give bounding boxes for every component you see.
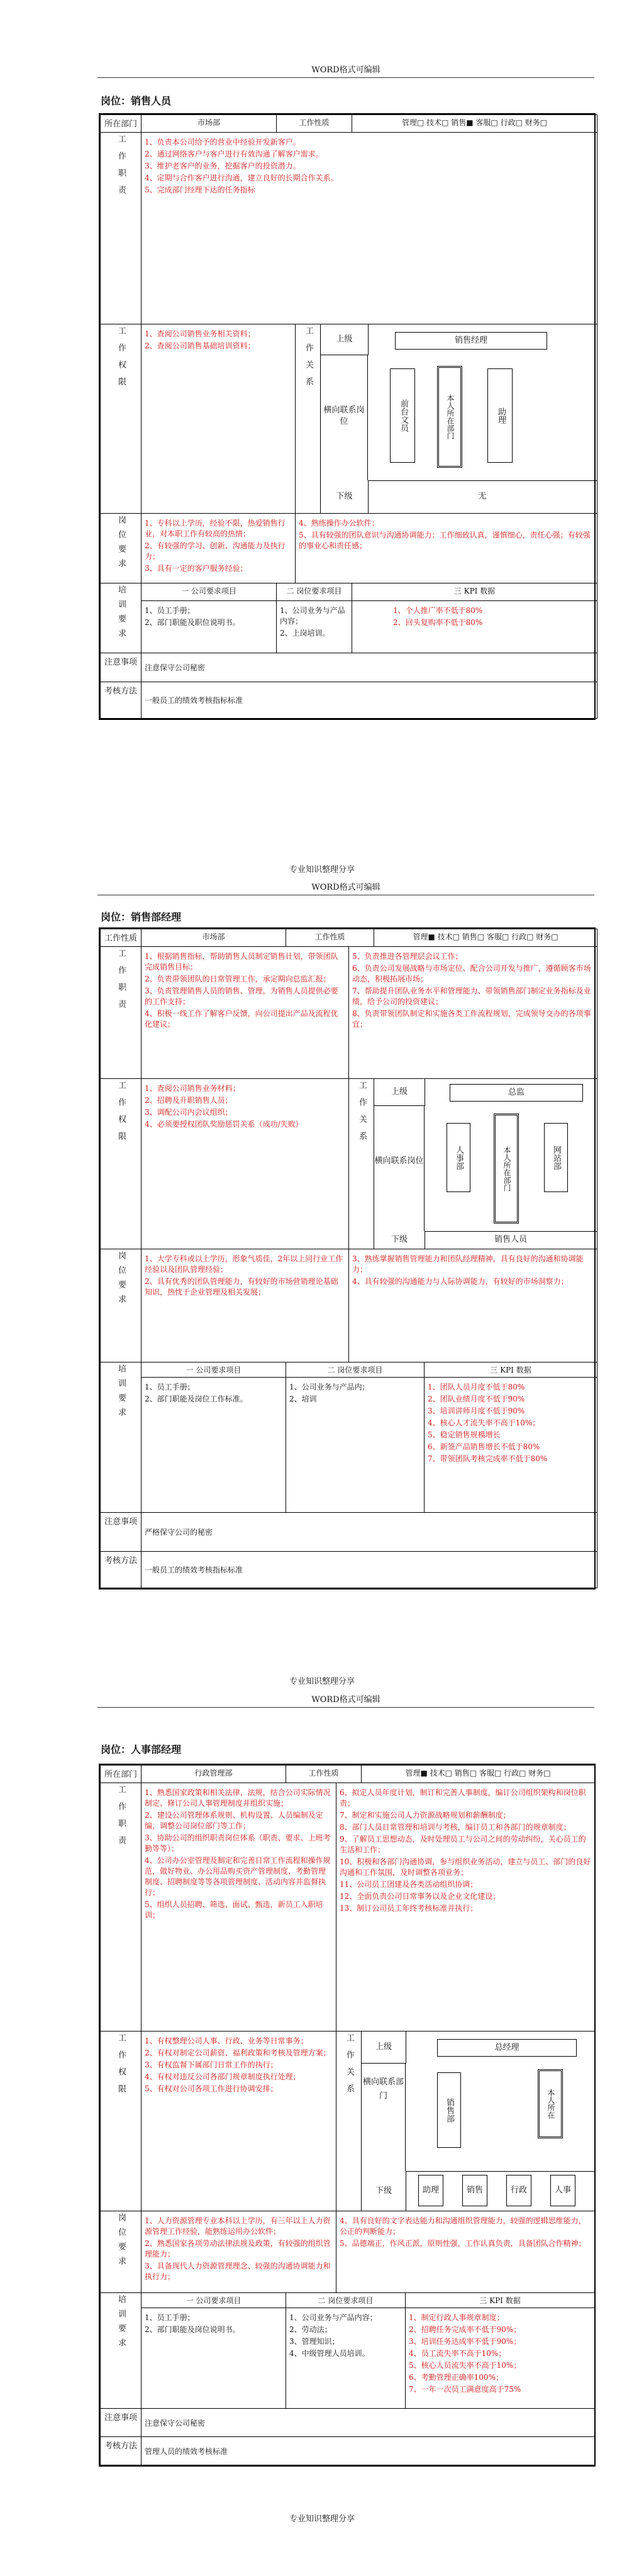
dept-value: 行政管理部 bbox=[142, 1766, 286, 1783]
note-value: 严格保守公司的秘密 bbox=[142, 1513, 597, 1552]
left-box: 人事部 bbox=[447, 1123, 470, 1192]
self-box: 本人所在部门 bbox=[494, 1114, 519, 1224]
note-label: 注意事项 bbox=[101, 653, 142, 682]
nature-value: 管理■ 技术□ 销售□ 客服□ 行政□ 财务□ bbox=[374, 929, 597, 947]
lateral-label: 横向联系部门 bbox=[362, 2063, 406, 2171]
lateral-label: 横向联系岗位 bbox=[374, 1105, 425, 1231]
nature-label: 工作性质 bbox=[277, 115, 352, 133]
req-left: 1、大学专科或以上学历，形象气质佳，2年以上同行业工作经验以及团队管理经验； 2、具有优秀的团队管理能力，有较好的市场营销理论基础知识，热忱于企业管理及相关发展； bbox=[142, 1249, 349, 1363]
duty-left: 1、根据销售指标，帮助销售人员制定销售计划，带领团队完成销售目标； 2、负责带领团队的日常管理工作，承定期向总监汇报； 3、负责管理销售人员的销售、管理，为销售人员提供必要的工作支持； 4、积极一线工作了解客户反馈，向公司提出产品及流程优化建议； bbox=[142, 947, 349, 1079]
train-col2-head: 二 岗位要求项目 bbox=[277, 583, 352, 601]
relation-diagram bbox=[321, 324, 597, 514]
train-col1-head: 一 公司要求项目 bbox=[142, 583, 277, 601]
auth-label: 工作权限 bbox=[101, 324, 142, 514]
page-footer: 专业知识整理分享 bbox=[289, 865, 355, 875]
dept-value: 市场部 bbox=[142, 929, 286, 947]
assess-label: 考核方法 bbox=[101, 1552, 142, 1588]
kpi-list: 1、团队人员月度不低于80% 2、团队业绩月度不低于90% 3、培训讲师月度不低于90% 4、核心人才流失率不高于10%； 5、稳定销售规模增长 6、新签产品销售增长不低于80% 7、带领团队考核完成率不低于80% bbox=[425, 1378, 597, 1513]
sales-manager-table bbox=[99, 927, 596, 1589]
train-col2: 1、公司业务与产品内容； 2、上岗培训。 bbox=[277, 600, 352, 653]
note-label: 注意事项 bbox=[101, 1513, 142, 1552]
auth-list: 1、查阅公司销售业务材料； 2、招聘及升职销售人员； 3、调配公司内会议组织； 4、必须要授权团队奖励惩罚关系（成功/失败） bbox=[142, 1079, 349, 1249]
lower-label: 下级 bbox=[374, 1231, 425, 1249]
req-label: 岗位要求 bbox=[101, 2211, 142, 2293]
req-label: 岗位要求 bbox=[101, 1249, 142, 1363]
duty-label: 工作职责 bbox=[101, 947, 142, 1079]
kpi-list: 1、个人推广率不低于80% 2、回头复购率不低于80% bbox=[352, 600, 597, 653]
nature-value: 管理■ 技术□ 销售□ 客服□ 行政□ 财务□ bbox=[362, 1766, 595, 1783]
self-box: 本人所在部门 bbox=[437, 366, 462, 468]
upper-box: 销售经理 bbox=[395, 332, 547, 350]
train-col2-head: 二 岗位要求项目 bbox=[286, 1363, 425, 1378]
note-value: 注意保守公司秘密 bbox=[142, 2409, 595, 2437]
lower-box-2: 销售 bbox=[462, 2175, 487, 2206]
note-label: 注意事项 bbox=[101, 2409, 142, 2437]
assess-value: 一般员工的绩效考核指标标准 bbox=[142, 1552, 597, 1588]
assess-value: 一般员工的绩效考核指标标准 bbox=[142, 682, 597, 719]
duty-right: 6、拟定人员年度计划，制订和完善人事制度，编订公司组织架构和岗位职责； 7、制定和实施公司人力资源战略规划和薪酬制度； 8、部门人员日常管理和培训与考核，编订员工和各部门的规章制度； 9、了解员工思想动态，及时处理员工与公司之间的劳动纠纷，关心员工的生活和工作； 10、积极和各部门沟通协调，参与组织业务活动，建立与员工、部门的良好沟通和工作氛围，及时调整各项业务； 11、公司员工团建及各类活动组织协调； 12、全面负责公司日常事务以及企业文化建设； 13、制订公司员工年终考核标准并执行； bbox=[336, 1783, 595, 2032]
lateral-label: 横向联系岗位 bbox=[321, 355, 368, 480]
dept-label: 工作性质 bbox=[101, 929, 142, 947]
self-box: 本人所在 bbox=[538, 2069, 563, 2138]
duty-label: 工作职责 bbox=[101, 133, 142, 324]
lower-label: 下级 bbox=[362, 2171, 406, 2211]
req-left: 1、人力资源管理专业本科以上学历，有三年以上人力资源管理工作经验，能熟练运用办公软件； 2、熟悉国家各项劳动法律法规及政策，有较强的组织管理能力； 3、具备现代人力资源管理理念、较强的沟通协调能力和执行力； bbox=[142, 2211, 336, 2293]
train-col2: 1、公司业务与产品内容； 2、劳动法； 3、管理知识； 4、中级管理人员培训。 bbox=[286, 2308, 406, 2409]
train-col1: 1、员工手册； 2、部门职能及岗位工作标准。 bbox=[142, 1378, 286, 1513]
nature-label: 工作性质 bbox=[286, 1766, 362, 1783]
dept-value: 市场部 bbox=[142, 115, 277, 133]
lower-box-3: 行政 bbox=[506, 2175, 531, 2206]
right-box: 网站部 bbox=[544, 1123, 568, 1192]
duty-right: 5、负责推进各管理层会议工作； 6、负责公司发展战略与市场定位、配合公司开发与推广，遵循顾客市场动态，积极拓展市场； 7、帮助提升团队业务水平和管理能力、带领销售部门制定业务指标及业绩，给予公司的投资建议； 8、负责带领团队制定和实施各类工作流程规划，完成领导交办的各项事宜； bbox=[349, 947, 597, 1079]
lower-box-4: 人事 bbox=[550, 2175, 575, 2206]
page-header: WORD格式可编辑 bbox=[97, 1693, 594, 1708]
upper-box: 总经理 bbox=[437, 2039, 577, 2057]
relation-diagram bbox=[362, 2032, 595, 2211]
train-col3-head: 三 KPI 数据 bbox=[352, 583, 597, 601]
train-col1-head: 一 公司要求项目 bbox=[142, 1363, 286, 1378]
req-right: 4、熟练操作办公软件； 5、具有较强的团队意识与沟通协调能力；工作细致认真，谨慎细心，责任心强；有较强的事业心和责任感； bbox=[296, 514, 597, 583]
section-title-sales-manager: 岗位：销售部经理 bbox=[101, 911, 182, 923]
lower-box-1: 助理 bbox=[418, 2175, 443, 2206]
nature-value: 管理□ 技术□ 销售■ 客服□ 行政□ 财务□ bbox=[352, 115, 597, 133]
upper-label: 上级 bbox=[321, 324, 369, 355]
train-col3-head: 三 KPI 数据 bbox=[425, 1363, 597, 1378]
duty-list: 1、负责本公司给予的营业中经验开发新客户。 2、通过网络客户与客户进行有效沟通了解客户需求。 3、维护老客户的业务，挖掘客户的投资潜力。 4、定期与合作客户进行沟通，建立良好的长期合作关系。 5、完成部门经理下达的任务指标 bbox=[142, 133, 597, 324]
sales-staff-table bbox=[99, 113, 596, 720]
auth-label: 工作权限 bbox=[101, 2032, 142, 2211]
upper-box: 总监 bbox=[450, 1084, 583, 1102]
auth-list: 1、查阅公司销售业务相关资料； 2、查阅公司销售基础培训资料； bbox=[142, 324, 296, 514]
train-col1: 1、员工手册； 2、部门职能及岗位说明书。 bbox=[142, 2308, 286, 2409]
train-label: 培训要求 bbox=[101, 583, 142, 653]
train-label: 培训要求 bbox=[101, 2293, 142, 2409]
left-box: 前台文员 bbox=[390, 368, 415, 463]
nature-label: 工作性质 bbox=[286, 929, 374, 947]
relation-diagram bbox=[374, 1079, 597, 1249]
upper-label: 上级 bbox=[374, 1079, 425, 1106]
kpi-list: 1、制定行政人事规章制度； 2、招聘任务完成率不低于90%； 3、培训任务达成率不低于90%； 4、员工流失率不高于10%； 5、核心人员流失率不高于10%； 6、考勤管理正确率100%； 7、一年一次员工满意度高于75% bbox=[406, 2308, 595, 2409]
lower-value: 销售人员 bbox=[494, 1235, 528, 1244]
rel-label: 工作关系 bbox=[296, 324, 321, 514]
page-footer: 专业知识整理分享 bbox=[289, 1677, 355, 1686]
auth-label: 工作权限 bbox=[101, 1079, 142, 1249]
train-col2: 1、公司业务与产品内； 2、培训 bbox=[286, 1378, 425, 1513]
train-label: 培训要求 bbox=[101, 1363, 142, 1513]
duty-left: 1、熟悉国家政策和相关法律、法规，结合公司实际情况制定、修订公司人事管理制度并组织实施； 2、建设公司管理体系规则、机构设置、人员编制及定编，调整公司岗位部门等工作； 3、协助公司的组织职责岗位体系（职责、要求、上班考勤等等）； 4、公司办公室管理及制定和完善日常工作流程和操作规范，做好物业、办公用品购买资产管理制度、考勤管理制度、招聘制度等等各项管理制度、活动内容并监督执行； 5、组织人员招聘、筛选、面试、甄选，新员工入职培训； bbox=[142, 1783, 336, 2032]
train-col1-head: 一 公司要求项目 bbox=[142, 2293, 286, 2308]
rel-label: 工作关系 bbox=[336, 2032, 362, 2211]
rel-label: 工作关系 bbox=[349, 1079, 374, 1249]
assess-value: 管理人员的绩效考核标准 bbox=[142, 2437, 595, 2465]
assess-label: 考核方法 bbox=[101, 2437, 142, 2465]
note-value: 注意保守公司秘密 bbox=[142, 653, 597, 682]
section-title-sales: 岗位：销售人员 bbox=[101, 95, 172, 107]
train-col2-head: 二 岗位要求项目 bbox=[286, 2293, 406, 2308]
section-title-hr-manager: 岗位：人事部经理 bbox=[101, 1744, 182, 1755]
upper-label: 上级 bbox=[362, 2032, 406, 2064]
page-footer: 专业知识整理分享 bbox=[289, 2514, 355, 2524]
req-left: 1、专科以上学历，经验不限，热爱销售行业，对本职工作有较高的热情； 2、有较强的学习、创新、沟通能力及执行力； 3、具有一定的客户服务经验； bbox=[142, 514, 296, 583]
req-right: 4、具有良好的文字表达能力和沟通组织管理能力，较强的逻辑思维能力，公正的判断能力； 5、品德端正，作风正派，原则性强，工作认真负责，具备团队合作精神； bbox=[336, 2211, 595, 2293]
right-box: 助理 bbox=[487, 368, 513, 463]
page-header: WORD格式可编辑 bbox=[97, 63, 594, 78]
assess-label: 考核方法 bbox=[101, 682, 142, 719]
lower-value: 无 bbox=[478, 492, 487, 501]
page-header: WORD格式可编辑 bbox=[97, 880, 594, 895]
lower-label: 下级 bbox=[321, 480, 369, 513]
mid-box: 销售部 bbox=[437, 2072, 461, 2148]
hr-manager-table bbox=[99, 1764, 596, 2467]
dept-label: 所在部门 bbox=[101, 115, 142, 133]
duty-label: 工作职责 bbox=[101, 1783, 142, 2032]
req-label: 岗位要求 bbox=[101, 514, 142, 583]
auth-list: 1、有权整理公司人事、行政、业务等日常事务； 2、有权对制定公司薪资、福利政策和考核及管理方案； 3、有权监督下属部门日常工作的执行； 4、有权对违反公司各部门规章制度执行处理； 5、有权对公司各项工作进行协调安排； bbox=[142, 2032, 336, 2211]
train-col3-head: 三 KPI 数据 bbox=[406, 2293, 595, 2308]
dept-label: 所在部门 bbox=[101, 1766, 142, 1783]
train-col1: 1、员工手册； 2、部门职能及职位说明书。 bbox=[142, 600, 277, 653]
req-right: 3、熟练掌握销售管理能力和团队经理精神，具有良好的沟通和协调能力； 4、具有较强的沟通能力与人际协调能力，有较好的市场洞察力； bbox=[349, 1249, 597, 1363]
